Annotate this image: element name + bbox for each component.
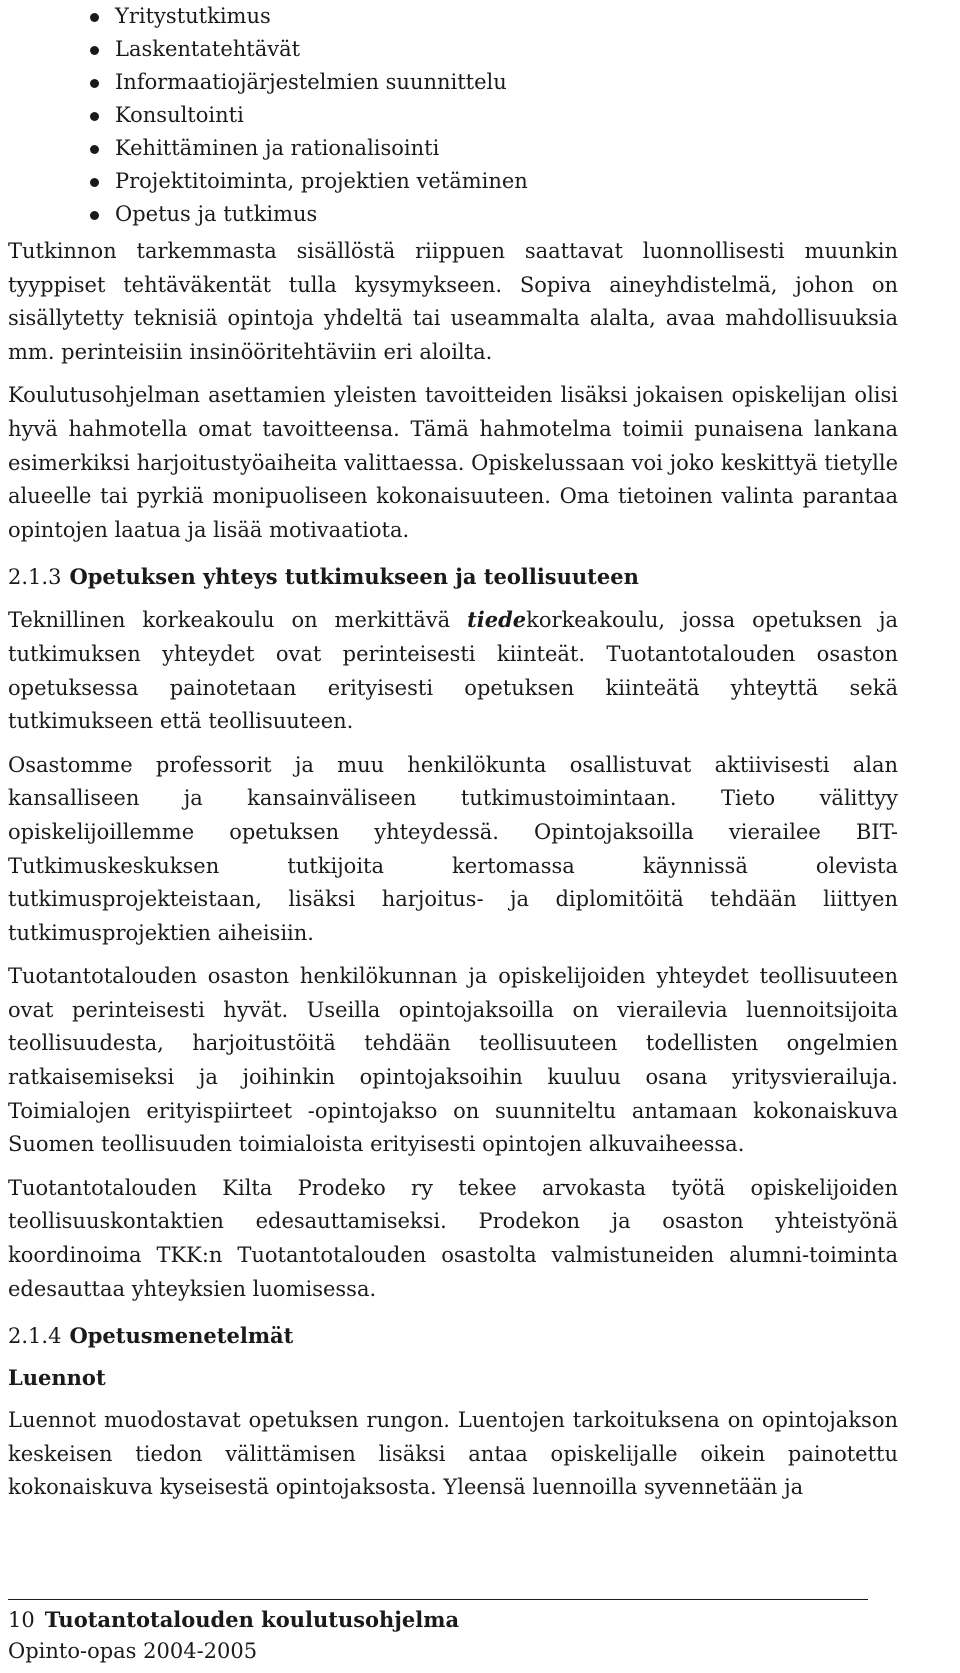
subheading-luennot: Luennot	[8, 1365, 106, 1391]
list-item	[8, 0, 898, 33]
section-heading-2-1-4	[8, 1320, 898, 1352]
paragraph-research-link	[8, 603, 898, 738]
paragraph-lectures: Luennot muodostavat opetuksen rungon. Luentojen tarkoituksena on opintojakson keskeisen tiedon välittämisen lisäksi antaa opiskelijalle oikein painotettu kokonaiskuva kyseisestä opintojaksosta. Yleensä luennoilla syvennetään ja	[8, 1408, 898, 1500]
bullet-icon	[90, 79, 99, 88]
section-number: 2.1.3	[8, 565, 62, 590]
list-item-text: Yritystutkimus	[115, 4, 271, 28]
task-list	[8, 0, 898, 231]
paragraph-research-participation: Osastomme professorit ja muu henkilökunta osallistuvat aktiivisesti alan kansalliseen ja kansainväliseen tutkimustoimintaan. Tieto välittyy opiskelijoillemme opetuksen yhteydessä. Opintojaksoilla vierailee BIT-Tutkimuskeskuksen tutkijoita kertomassa käynnissä olevista tutkimusprojekteistaan, lisäksi harjoitus- ja diplomitöitä tehdään liittyen tutkimusprojektien aiheisiin.	[8, 752, 898, 945]
section-title: Opetusmenetelmät	[69, 1323, 294, 1349]
paragraph-personal-goals: Koulutusohjelman asettamien yleisten tavoitteiden lisäksi jokaisen opiskelijan olisi hyvä hahmotella omat tavoitteensa. Tämä hahmotelma toimii punaisena lankana esimerkiksi harjoitustyöaiheita valittaessa. Opiskelussaan voi joko keskittyä tietylle alueelle tai pyrkiä monipuoliseen kokonaisuuteen. Oma tietoinen valinta parantaa opintojen laatua ja lisää motivaatiota.	[8, 383, 898, 542]
bullet-icon	[90, 211, 99, 220]
list-item-text: Projektitoiminta, projektien vetäminen	[115, 169, 528, 193]
section-number: 2.1.4	[8, 1324, 62, 1349]
bullet-icon	[90, 178, 99, 187]
page-footer	[8, 1599, 868, 1666]
bullet-icon	[90, 112, 99, 121]
list-item	[8, 165, 898, 198]
bullet-icon	[90, 13, 99, 22]
list-item	[8, 33, 898, 66]
list-item-text: Opetus ja tutkimus	[115, 202, 318, 226]
paragraph-text: korkeakoulu, jossa opetuksen ja tutkimuksen yhteydet ovat perinteisesti kiinteät. Tuotantotalouden osaston opetuksessa painotetaan erityisesti opetuksen kiinteätä yhteyttä sekä tutkimukseen että teollisuuteen.	[8, 608, 898, 734]
list-item-text: Laskentatehtävät	[115, 37, 301, 61]
document-page	[8, 0, 898, 1505]
list-item-text: Konsultointi	[115, 103, 244, 127]
paragraph-industry-ties: Tuotantotalouden osaston henkilökunnan ja opiskelijoiden yhteydet teollisuuteen ovat perinteisesti hyvät. Useilla opintojaksoilla on vierailevia luennoitsijoita teollisuudesta, harjoitustöitä tehdään teollisuuteen todellisten ongelmien ratkaisemiseksi ja joihinkin opintojaksoihin kuuluu osana yritysvierailuja. Toimialojen erityispiirteet -opintojakso on suunniteltu antamaan kokonaiskuva Suomen teollisuuden toimialoista erityisesti opintojen alkuvaiheessa.	[8, 964, 898, 1157]
list-item	[8, 198, 898, 231]
list-item-text: Kehittäminen ja rationalisointi	[115, 136, 440, 160]
paragraph-prodeko: Tuotantotalouden Kilta Prodeko ry tekee arvokasta työtä opiskelijoiden teollisuuskontaktien edesauttamiseksi. Prodekon ja osaston yhteistyönä koordinoima TKK:n Tuotantotalouden osastolta valmistuneiden alumni-toiminta edesauttaa yhteyksien luomisessa.	[8, 1175, 898, 1301]
paragraph-career-fields: Tutkinnon tarkemmasta sisällöstä riippuen saattavat luonnollisesti muunkin tyyppiset tehtäväkentät tulla kysymykseen. Sopiva aineyhdistelmä, johon on sisällytetty teknisiä opintoja yhdeltä tai useammalta alalta, avaa mahdollisuuksia mm. perinteisiin insinööritehtäviin eri aloilta.	[8, 239, 898, 364]
section-title: Opetuksen yhteys tutkimukseen ja teollisuuteen	[69, 564, 639, 590]
bullet-icon	[90, 46, 99, 55]
footer-title-row	[8, 1604, 868, 1636]
footer-title: Tuotantotalouden koulutusohjelma	[44, 1607, 460, 1632]
footer-subtitle: Opinto-opas 2004-2005	[8, 1639, 258, 1663]
list-item-text: Informaatiojärjestelmien suunnittelu	[115, 70, 507, 94]
paragraph-text: Teknillinen korkeakoulu on merkittävä	[8, 608, 468, 633]
list-item	[8, 66, 898, 99]
page-number: 10	[8, 1608, 35, 1632]
bullet-icon	[90, 145, 99, 154]
list-item	[8, 132, 898, 165]
emphasis-text: tiede	[467, 607, 527, 633]
list-item	[8, 99, 898, 132]
section-heading-2-1-3	[8, 561, 898, 593]
